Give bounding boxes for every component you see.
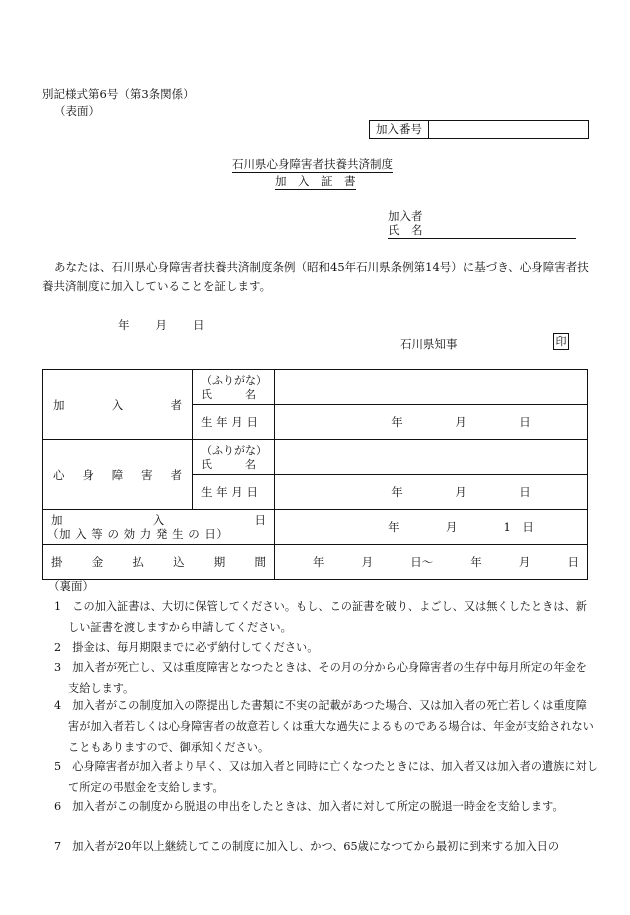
- disabled-dob-label: 生 年 月 日: [193, 475, 275, 510]
- join-date-field[interactable]: 年 月 1 日: [275, 510, 588, 545]
- issue-day-label: 日: [193, 318, 205, 332]
- subscriber-name-line: [388, 223, 576, 239]
- seal-stamp: 印: [553, 333, 569, 350]
- subscriber-label: 加入者: [388, 209, 423, 223]
- front-side-label: （表面）: [54, 104, 100, 118]
- subscriber-dob-field[interactable]: 年 月 日: [275, 405, 588, 440]
- note-item-4: 4 加入者がこの制度加入の際提出した書類に不実の記載があつた場合、又は加入者の死亡若しくは重度障害が加入者若しくは心身障害者の故意若しくは重大な過失によるものである場合は、年金が支給されないこともありますので、御承知ください。: [54, 699, 594, 754]
- document-title: 石川県心身障害者扶養共済制度: [232, 157, 393, 171]
- subscriber-name-label: 氏 名: [388, 223, 423, 237]
- issue-month-label: 月: [155, 318, 167, 332]
- back-side-label: （裏面）: [48, 579, 94, 593]
- certification-text: あなたは、石川県心身障害者扶養共済制度条例（昭和45年石川県条例第14号）に基づき、心身障害者扶養共済制度に加入していることを証します。: [42, 260, 589, 293]
- note-item-7: 7 加入者が20年以上継続してこの制度に加入し、かつ、65歳になつてから最初に到来する加入日の: [54, 840, 560, 853]
- subscriber-name-field[interactable]: [275, 370, 588, 405]
- subscriber-header: 加 入 者: [43, 370, 193, 440]
- payment-period-field[interactable]: 年 月 日～ 年 月 日: [275, 545, 588, 580]
- issue-date: [118, 317, 205, 333]
- issue-year-label: 年: [118, 318, 130, 332]
- membership-number-label: 加入番号: [370, 121, 429, 138]
- form-number-label: 別記様式第6号（第3条関係）: [42, 87, 195, 101]
- membership-number-box: [369, 120, 589, 139]
- subscriber-dob-label: 生 年 月 日: [193, 405, 275, 440]
- join-date-label: 加 入 日 （加 入 等 の 効 力 発 生 の 日）: [43, 510, 275, 545]
- payment-period-label: 掛 金 払 込 期 間: [43, 545, 275, 580]
- note-item-1: 1 この加入証書は、大切に保管してください。もし、この証書を破り、よごし、又は無くしたときは、新しい証書を渡しますから申請してください。: [54, 600, 587, 634]
- note-item-6: 6 加入者がこの制度から脱退の申出をしたときは、加入者に対して所定の脱退一時金を支給します。: [54, 800, 564, 813]
- disabled-person-header: 心 身 障 害 者: [43, 440, 193, 510]
- disabled-name-field[interactable]: [275, 440, 588, 475]
- note-item-2: 2 掛金は、毎月期限までに必ず納付してください。: [54, 641, 319, 654]
- disabled-name-label-cell: （ふりがな） 氏 名: [193, 440, 275, 475]
- certificate-table: [42, 369, 588, 580]
- membership-number-value[interactable]: [429, 121, 588, 138]
- document-subtitle: 加 入 証 書: [275, 174, 356, 188]
- subscriber-name-label-cell: （ふりがな） 氏 名: [193, 370, 275, 405]
- note-item-5: 5 心身障害者が加入者より早く、又は加入者と同時に亡くなつたときには、加入者又は加入者の遺族に対して所定の弔慰金を支給します。: [54, 760, 598, 794]
- disabled-dob-field[interactable]: 年 月 日: [275, 475, 588, 510]
- issuer-name: 石川県知事: [400, 337, 458, 351]
- note-item-3: 3 加入者が死亡し、又は重度障害となつたときは、その月の分から心身障害者の生存中毎月所定の年金を支給します。: [54, 661, 587, 695]
